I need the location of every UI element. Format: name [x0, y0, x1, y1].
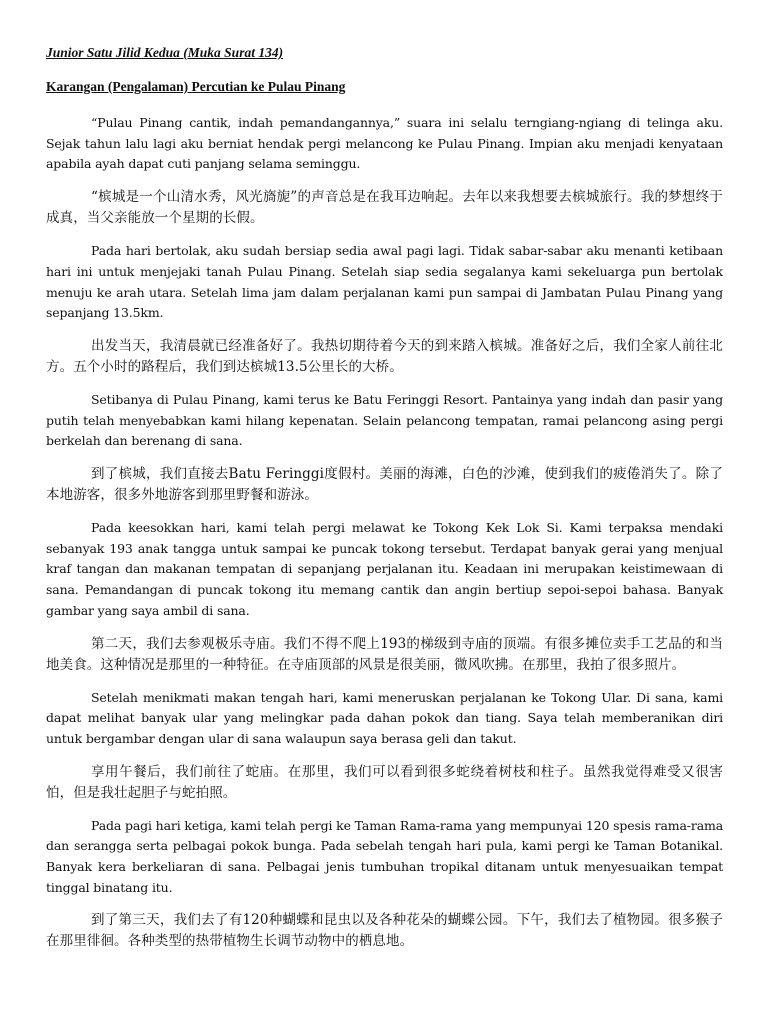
document-title: Junior Satu Jilid Kedua (Muka Surat 134) [46, 45, 284, 60]
paragraph-ms-3: Setibanya di Pulau Pinang, kami terus ke Batu Feringgi Resort. Pantainya yang indah dan pasir yang putih telah menyebabkan kami hilang kepenatan. Selain pelancong tempatan, ramai pelancong asing pergi berkelah dan berenang di sana. [46, 391, 723, 449]
paragraph-ms-1: “Pulau Pinang cantik, indah pemandangannya,” suara ini selalu terngiang-ngiang di telinga aku. Sejak tahun lalu lagi aku berniat hendak pergi melancong ke Pulau Pinang. Impian aku menjadi kenyataan apabila ayah dapat cuti panjang selama seminggu. [46, 115, 723, 172]
paragraph-zh-6: 到了第三天，我们去了有120种蝴蝶和昆虫以及各种花朵的蝴蝶公园。下午，我们去了植物园。很多猴子在那里徘徊。各种类型的热带植物生长调节动物中的栖息地。 [46, 912, 723, 950]
paragraph-ms-2: Pada hari bertolak, aku sudah bersiap sedia awal pagi lagi. Tidak sabar-sabar aku menanti ketibaan hari ini untuk menjejaki tanah Pulau Pinang. Setelah siap sedia segalanya kami sekeluarga pun bertolak menuju ke arah utara. Setelah lima jam dalam perjalanan kami pun sampai di Jambatan Pulau Pinang yang sepanjang 13.5km. [46, 243, 723, 321]
paragraph-ms-6: Pada pagi hari ketiga, kami telah pergi ke Taman Rama-rama yang mempunyai 120 spesis rama-rama dan serangga serta pelbagai pokok bunga. Pada sebelah tengah hari pula, kami pergi ke Taman Botanikal. Banyak kera berkeliaran di sana. Pelbagai jenis tumbuhan tropikal ditanam untuk menyesuaikan tempat tinggal binatang itu. [46, 817, 723, 895]
document-page [46, 44, 723, 964]
paragraph-zh-4: 第二天，我们去参观极乐寺庙。我们不得不爬上193的梯级到寺庙的顶端。有很多摊位卖手工艺品的和当地美食。这种情况是那里的一种特征。在寺庙顶部的风景是很美丽，微风吹拂。在那里，我拍了很多照片。 [46, 635, 723, 673]
paragraph-ms-4: Pada keesokkan hari, kami telah pergi melawat ke Tokong Kek Lok Si. Kami terpaksa mendaki sebanyak 193 anak tangga untuk sampai ke puncak tokong tersebut. Terdapat banyak gerai yang menjual kraf tangan dan makanan tempatan di sepanjang perjalanan itu. Keadaan ini merupakan keistimewaan di sana. Pemandangan di puncak tokong itu memang cantik dan angin bertiup sepoi-sepoi bahasa. Banyak gambar yang saya ambil di sana. [46, 520, 723, 618]
paragraph-zh-1: “槟城是一个山清水秀，风光旖旎”的声音总是在我耳边响起。去年以来我想要去槟城旅行。我的梦想终于成真，当父亲能放一个星期的长假。 [46, 189, 723, 227]
paragraph-zh-5: 享用午餐后，我们前往了蛇庙。在那里，我们可以看到很多蛇绕着树枝和柱子。虽然我觉得难受又很害怕，但是我壮起胆子与蛇拍照。 [46, 763, 723, 801]
paragraph-ms-5: Setelah menikmati makan tengah hari, kami meneruskan perjalanan ke Tokong Ular. Di sana, kami dapat melihat banyak ular yang melingkar pada dahan pokok dan tiang. Saya telah memberanikan diri untuk bergambar dengan ular di sana walaupun saya berasa geli dan takut. [46, 689, 723, 746]
paragraph-zh-2: 出发当天，我清晨就已经准备好了。我热切期待着今天的到来踏入槟城。准备好之后，我们全家人前往北方。五个小时的路程后，我们到达槟城13.5公里长的大桥。 [46, 337, 723, 375]
paragraph-zh-3: 到了槟城，我们直接去Batu Feringgi度假村。美丽的海滩，白色的沙滩，使到我们的疲倦消失了。除了本地游客，很多外地游客到那里野餐和游泳。 [46, 466, 723, 504]
essay-title: Karangan (Pengalaman) Percutian ke Pulau Pinang [46, 79, 346, 94]
